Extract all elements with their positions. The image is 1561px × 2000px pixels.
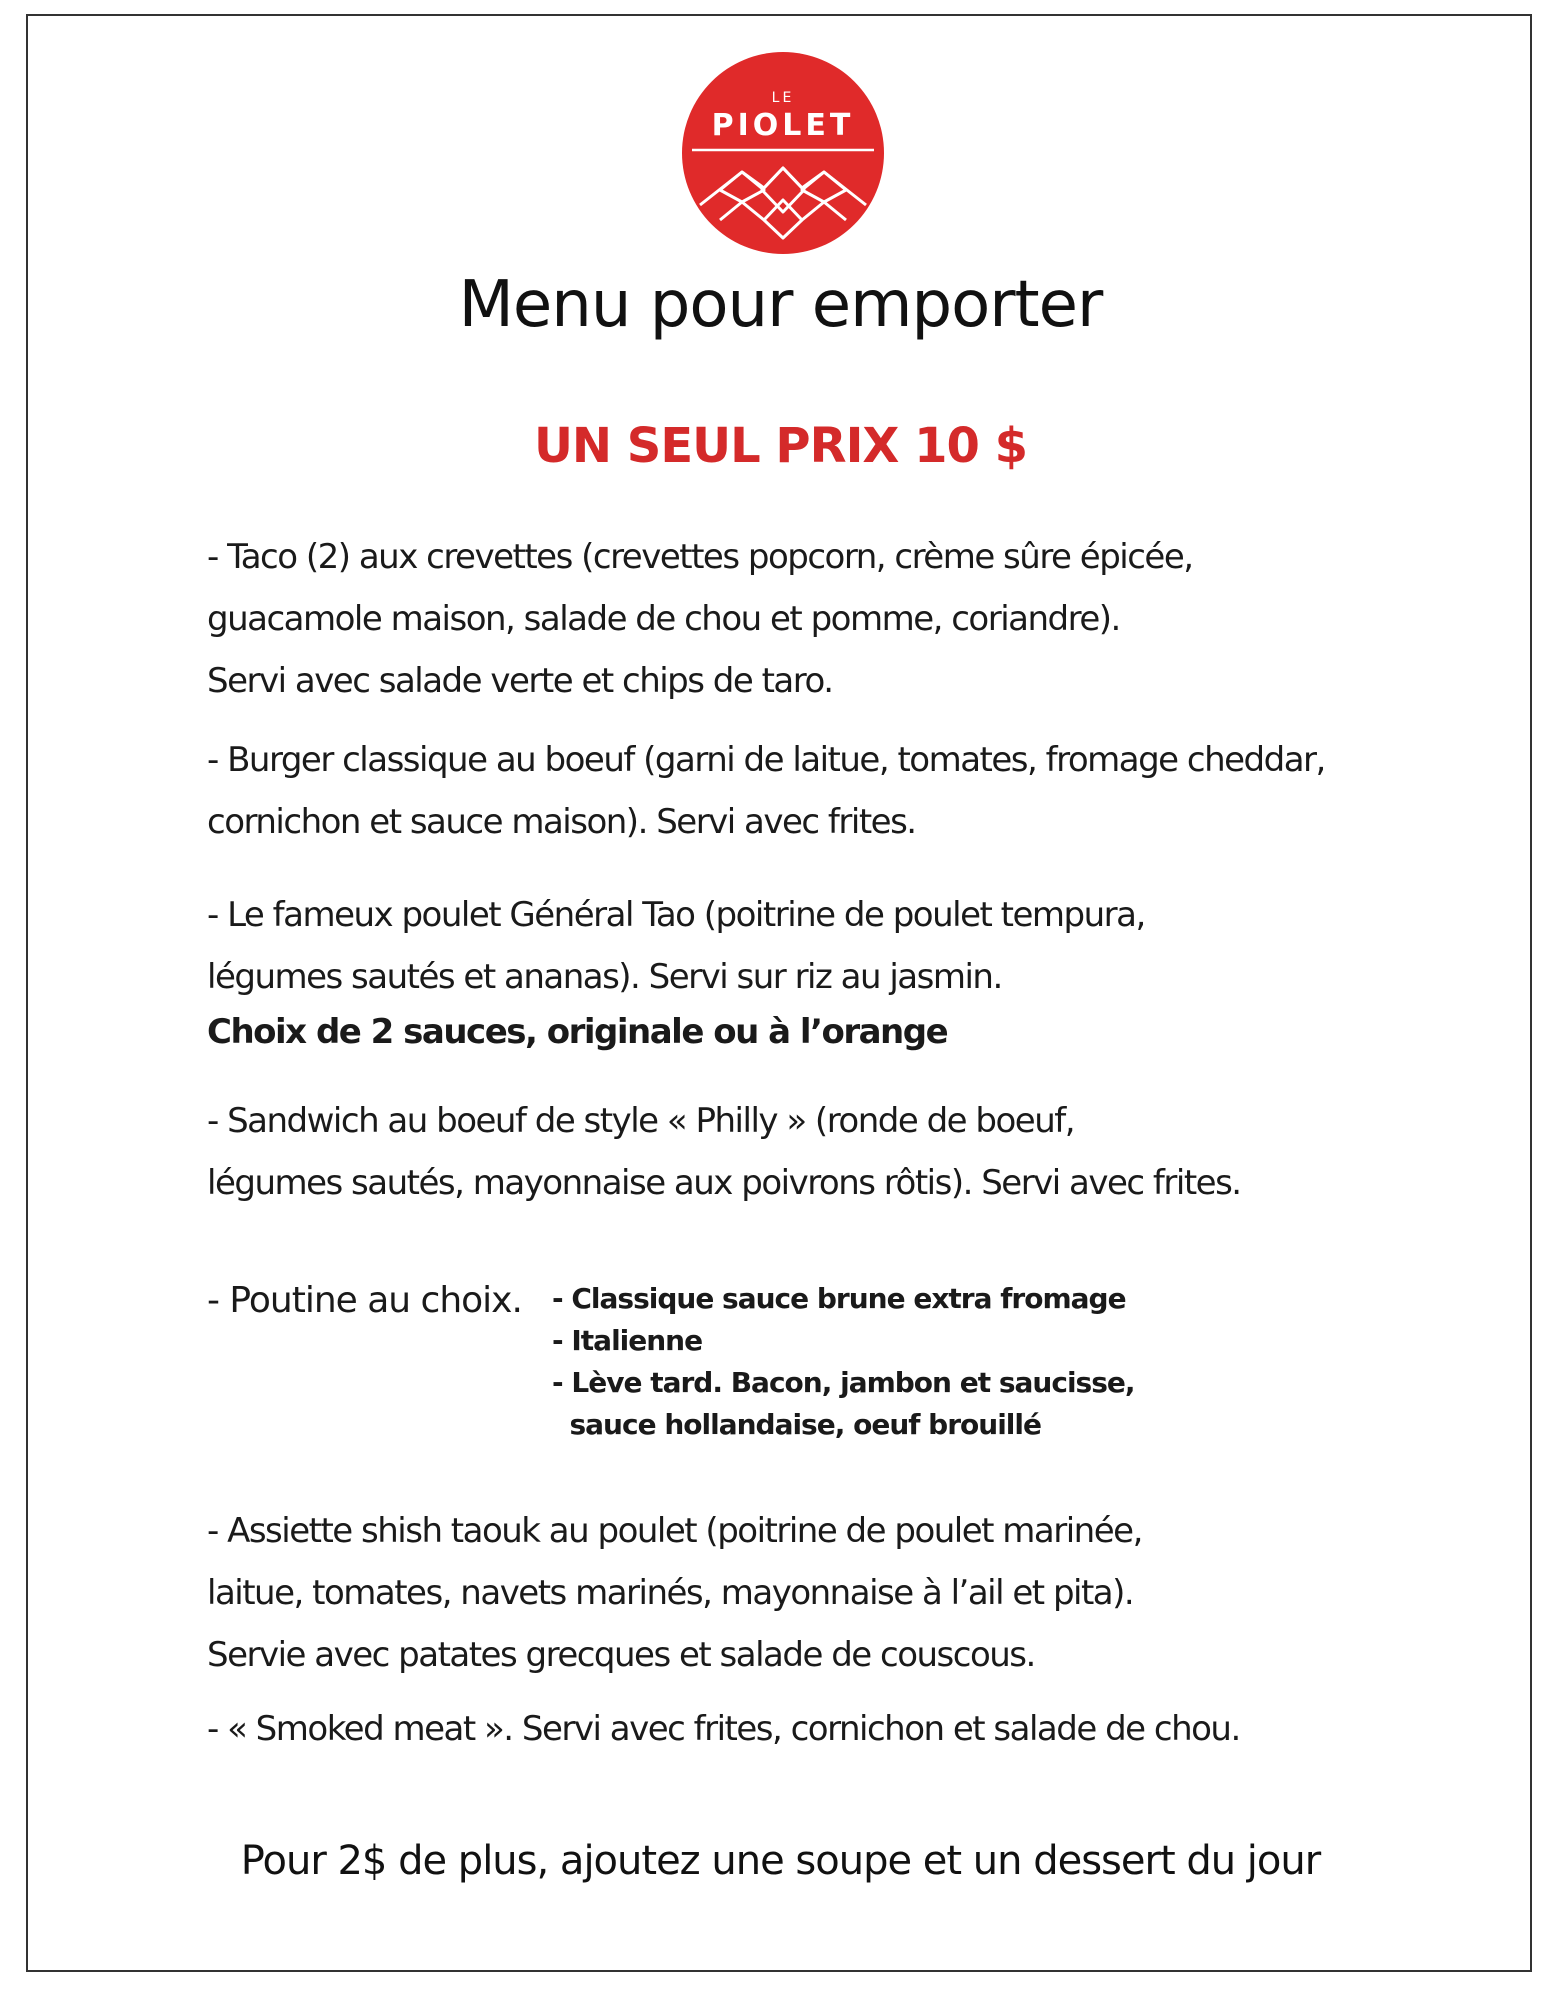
soup-dessert-offer: Pour 2$ de plus, ajoutez une soupe et un dessert du jour	[240, 1838, 1321, 1884]
item-line: Servie avec patates grecques et salade de couscous.	[207, 1635, 1035, 1675]
menu-title: Menu pour emporter	[458, 268, 1103, 342]
poutine-option: - Lève tard. Bacon, jambon et saucisse,	[552, 1366, 1135, 1399]
item-line: cornichon et sauce maison). Servi avec frites.	[207, 802, 916, 842]
item-line: - Burger classique au boeuf (garni de laitue, tomates, fromage cheddar,	[207, 740, 1325, 780]
le-piolet-logo	[680, 50, 886, 256]
item-line: - Taco (2) aux crevettes (crevettes popcorn, crème sûre épicée,	[207, 537, 1193, 577]
item-line: - Le fameux poulet Général Tao (poitrine de poulet tempura,	[207, 895, 1145, 935]
menu-item-taco	[207, 526, 1367, 712]
poutine-option: - Italienne	[552, 1324, 703, 1357]
logo-small-text: LE	[771, 90, 795, 106]
item-line: légumes sautés et ananas). Servi sur riz au jasmin.	[207, 957, 1002, 997]
item-line: Servi avec salade verte et chips de taro.	[207, 661, 833, 701]
menu-item-shish-taouk	[207, 1500, 1367, 1686]
poutine-option: - Classique sauce brune extra fromage	[552, 1282, 1126, 1315]
menu-item-general-tao	[207, 884, 1367, 1056]
menu-item-smoked-meat	[207, 1698, 1367, 1760]
menu-item-philly-sandwich	[207, 1090, 1367, 1214]
item-line: - Sandwich au boeuf de style « Philly » (ronde de boeuf,	[207, 1101, 1075, 1141]
item-line: guacamole maison, salade de chou et pomme, coriandre).	[207, 599, 1120, 639]
single-price-heading: UN SEUL PRIX 10 $	[533, 418, 1028, 474]
menu-item-poutine: - Poutine au choix.	[207, 1280, 522, 1321]
poutine-option: sauce hollandaise, oeuf brouillé	[552, 1408, 1041, 1441]
item-line: légumes sautés, mayonnaise aux poivrons rôtis). Servi avec frites.	[207, 1163, 1241, 1203]
poutine-options-list	[552, 1278, 1152, 1446]
sauce-choice-note: Choix de 2 sauces, originale ou à l’orange	[207, 1012, 948, 1052]
logo-name-text: PIOLET	[711, 108, 855, 143]
item-line: - « Smoked meat ». Servi avec frites, cornichon et salade de chou.	[207, 1709, 1240, 1749]
menu-item-burger	[207, 729, 1367, 853]
item-line: - Assiette shish taouk au poulet (poitrine de poulet marinée,	[207, 1511, 1142, 1551]
item-line: laitue, tomates, navets marinés, mayonnaise à l’ail et pita).	[207, 1573, 1134, 1613]
